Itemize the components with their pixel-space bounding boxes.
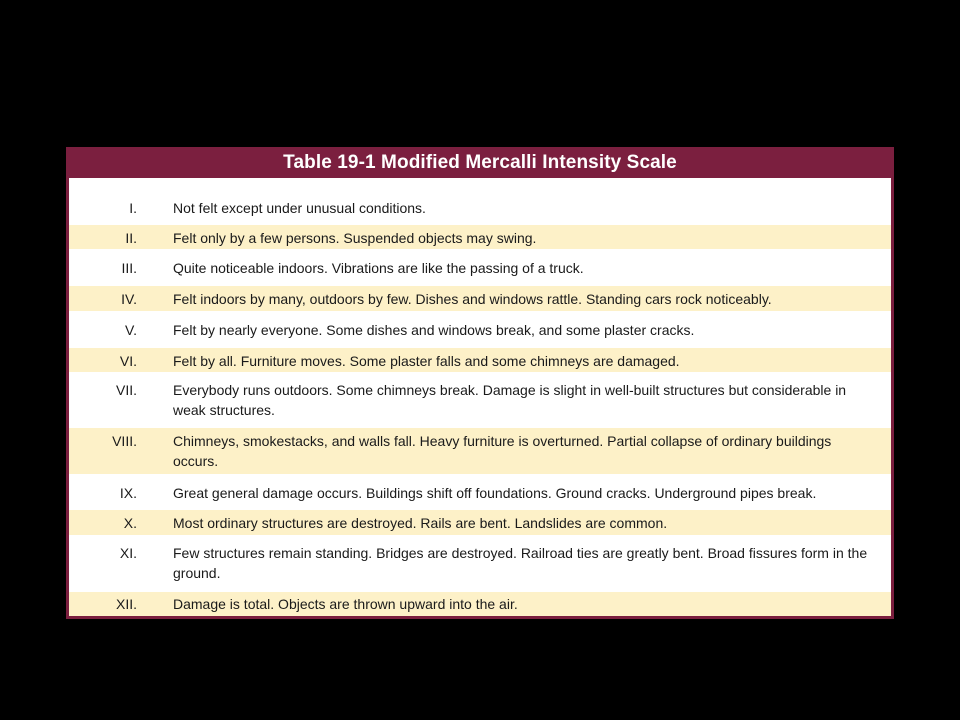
table-title: Table 19-1 Modified Mercalli Intensity Scale — [283, 152, 677, 173]
table-row — [69, 474, 891, 510]
intensity-description: Quite noticeable indoors. Vibrations are like the passing of a truck. — [173, 260, 584, 276]
table-row — [69, 249, 891, 286]
intensity-numeral: III. — [121, 260, 137, 276]
intensity-numeral: XI. — [119, 545, 137, 561]
table-row — [69, 286, 891, 311]
table-row — [69, 428, 891, 474]
table-row — [69, 311, 891, 348]
table-row — [69, 372, 891, 428]
intensity-numeral: V. — [125, 322, 137, 338]
intensity-description: Few structures remain standing. Bridges are destroyed. Railroad ties are greatly bent. Broad fissures form in the ground. — [173, 545, 868, 581]
table-body — [69, 178, 891, 616]
intensity-numeral: IV. — [121, 291, 137, 307]
intensity-numeral: VII. — [115, 382, 137, 398]
intensity-description: Felt indoors by many, outdoors by few. Dishes and windows rattle. Standing cars rock noticeably. — [173, 291, 772, 307]
table-row — [69, 348, 891, 372]
intensity-numeral: VIII. — [112, 433, 137, 449]
table-row — [69, 510, 891, 535]
intensity-description: Great general damage occurs. Buildings shift off foundations. Ground cracks. Underground pipes break. — [173, 485, 817, 501]
intensity-numeral: II. — [125, 230, 137, 246]
intensity-description: Most ordinary structures are destroyed. Rails are bent. Landslides are common. — [173, 515, 668, 531]
table-row — [69, 178, 891, 216]
intensity-description: Damage is total. Objects are thrown upward into the air. — [173, 596, 518, 612]
intensity-description: Everybody runs outdoors. Some chimneys break. Damage is slight in well-built structures but considerable in weak structures. — [173, 382, 847, 418]
intensity-description: Felt by nearly everyone. Some dishes and windows break, and some plaster cracks. — [173, 322, 695, 338]
intensity-numeral: IX. — [119, 485, 137, 501]
intensity-numeral: VI. — [119, 353, 137, 369]
intensity-numeral: X. — [123, 515, 137, 531]
intensity-description: Felt by all. Furniture moves. Some plaster falls and some chimneys are damaged. — [173, 353, 680, 369]
intensity-description: Chimneys, smokestacks, and walls fall. Heavy furniture is overturned. Partial collapse of ordinary buildings occurs. — [173, 433, 832, 469]
table-row — [69, 592, 891, 616]
table-row — [69, 225, 891, 249]
intensity-scale-table — [66, 147, 894, 619]
table-row — [69, 535, 891, 592]
intensity-numeral: I. — [129, 200, 137, 216]
intensity-numeral: XII. — [115, 596, 137, 612]
intensity-description: Felt only by a few persons. Suspended objects may swing. — [173, 230, 537, 246]
intensity-description: Not felt except under unusual conditions. — [173, 200, 426, 216]
